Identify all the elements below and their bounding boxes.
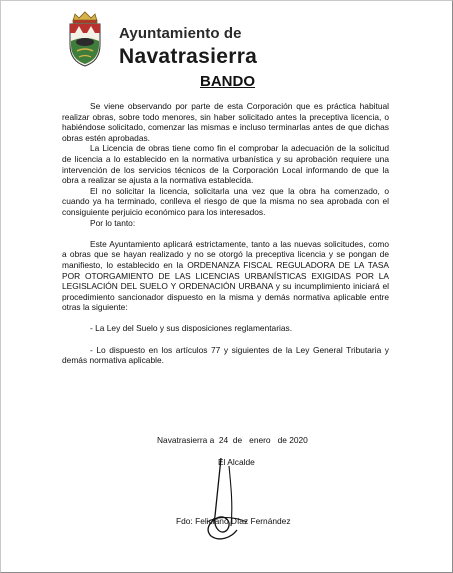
letterhead-line-2: Navatrasierra: [119, 45, 258, 68]
paragraph-3: El no solicitar la licencia, solicitarla una vez que la obra ha comenzado, o cuando ya ha terminado, conlleva el riesgo de que la misma no sea aprobada con el consiguiente perjuicio económico para los interesados.: [62, 185, 389, 217]
paragraph-4: Por lo tanto:: [90, 217, 136, 228]
paragraph-5: Este Ayuntamiento aplicará estrictamente, tanto a las nuevas solicitudes, como a obras que se hayan realizado y no se otorgó la preceptiva licencia y se pongan de manifiesto, lo establecido en la ORDENANZA FISCAL REGULADORA DE LA TASA POR OTORGAMIENTO DE LAS LICENCIAS URBANÍSTICAS EXIGIDAS POR LA LEGISLACIÓN DEL SUELO Y ORDENACIÓN URBANA y su incumplimiento iniciará el procedimiento sancionador dispuesto en la misma y demás normativa aplicable entre otras la siguiente:: [62, 238, 389, 313]
signatory-name: Fdo: Feliciano Díaz Fernández: [176, 516, 291, 526]
signatory-title: El Alcalde: [218, 457, 255, 467]
letterhead: [67, 11, 327, 67]
letterhead-line-1: Ayuntamiento de: [119, 25, 242, 42]
list-item-1: - La Ley del Suelo y sus disposiciones reglamentarias.: [90, 323, 293, 334]
coat-of-arms-icon: [67, 11, 103, 67]
paragraph-2: La Licencia de obras tiene como fin el comprobar la adecuación de la solicitud de licencia a lo establecido en la normativa urbanística y su aprobación requiere una intervención de los servicios técnicos de la Corporación Local informando de que la obra a realizar se ajusta a la normativa establecida.: [62, 143, 389, 186]
place-and-date: Navatrasierra a 24 de enero de 2020: [157, 435, 308, 445]
list-item-2: - Lo dispuesto en los artículos 77 y siguientes de la Ley General Tributaria y demás normativa aplicable.: [62, 344, 389, 366]
handwritten-signature: [181, 456, 271, 546]
document-title: BANDO: [200, 73, 255, 90]
paragraph-1: Se viene observando por parte de esta Corporación que es práctica habitual realizar obras, sobre todo menores, sin haber solicitado antes la preceptiva licencia, o habiéndose solicitado, comenzar las mismas e incluso terminarlas antes de que dichas obras estén aprobadas.: [62, 101, 389, 143]
document-body: [62, 101, 389, 366]
